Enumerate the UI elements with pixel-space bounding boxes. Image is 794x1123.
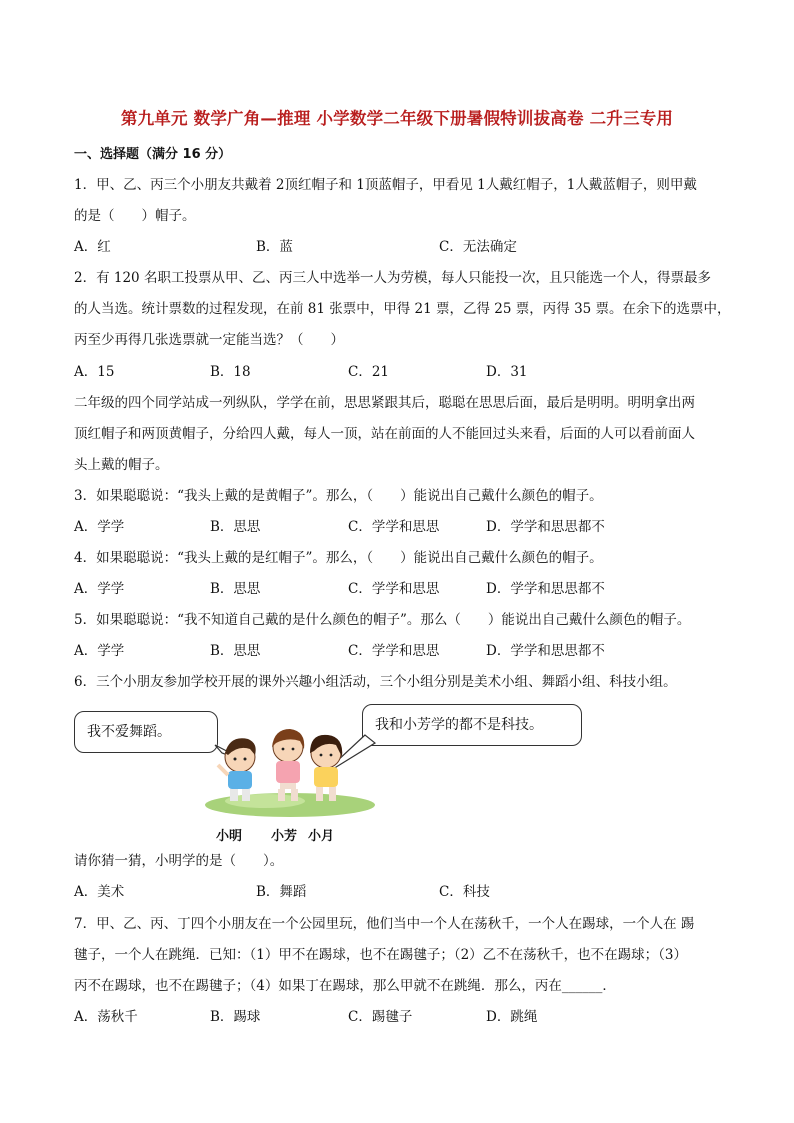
section-heading: 一、选择题（满分 16 分） bbox=[74, 147, 232, 162]
q6-option-c: C．科技 bbox=[439, 884, 490, 900]
question-2-line-3: 丙至少再得几张选票就一定能当选？（ ） bbox=[74, 332, 344, 348]
passage-line-2: 顶红帽子和两顶黄帽子，分给四人戴，每人一顶，站在前面的人不能回过头来看，后面的人可以看前面人 bbox=[74, 426, 695, 442]
q6-option-a: A．美术 bbox=[74, 884, 125, 900]
q2-option-c: C．21 bbox=[348, 364, 390, 380]
q1-option-b: B．蓝 bbox=[256, 239, 293, 255]
q3-option-d: D．学学和思思都不 bbox=[486, 519, 605, 535]
question-6-prompt: 请你猜一猜，小明学的是（ ）。 bbox=[74, 853, 284, 869]
question-7-line-1: 7．甲、乙、丙、丁四个小朋友在一个公园里玩，他们当中一个人在荡秋千，一个人在踢球，一个人在 踢 bbox=[74, 916, 695, 932]
speech-bubble-left: 我不爱舞蹈。 bbox=[74, 711, 218, 753]
q2-option-a: A．15 bbox=[74, 364, 115, 380]
question-2-line-2: 的人当选。统计票数的过程发现，在前 81 张票中，甲得 21 票，乙得 25 票，丙得 35 票。在余下的选票中， bbox=[74, 301, 731, 317]
q7-option-c: C．踢毽子 bbox=[348, 1009, 413, 1025]
q5-option-b: B．思思 bbox=[210, 643, 261, 659]
q4-option-a: A．学学 bbox=[74, 581, 125, 597]
q2-option-b: B．18 bbox=[210, 364, 251, 380]
children-illustration bbox=[170, 705, 430, 825]
speech-bubble-right: 我和小芳学的都不是科技。 bbox=[362, 704, 582, 746]
page-title: 第九单元 数学广角—推理 小学数学二年级下册暑假特训拔高卷 二升三专用 bbox=[120, 109, 674, 128]
q7-option-d: D．跳绳 bbox=[486, 1009, 538, 1025]
girl-figure-right bbox=[310, 735, 342, 801]
q4-option-d: D．学学和思思都不 bbox=[486, 581, 605, 597]
question-6: 6．三个小朋友参加学校开展的课外兴趣小组活动，三个小组分别是美术小组、舞蹈小组、科技小组。 bbox=[74, 674, 677, 690]
boy-figure bbox=[218, 738, 256, 801]
q3-option-a: A．学学 bbox=[74, 519, 125, 535]
name-label-xiaoyue: 小月 bbox=[308, 829, 335, 844]
q1-option-c: C．无法确定 bbox=[439, 239, 517, 255]
question-5: 5．如果聪聪说：“我不知道自己戴的是什么颜色的帽子”。那么（ ）能说出自己戴什么颜色的帽子。 bbox=[74, 612, 691, 628]
passage-line-3: 头上戴的帽子。 bbox=[74, 457, 169, 473]
question-2-line-1: 2．有 120 名职工投票从甲、乙、丙三人中选举一人为劳模，每人只能投一次，且只能选一个人，得票最多 bbox=[74, 270, 711, 286]
q3-option-b: B．思思 bbox=[210, 519, 261, 535]
q7-option-b: B．踢球 bbox=[210, 1009, 261, 1025]
girl-figure-middle bbox=[272, 729, 304, 801]
q3-option-c: C．学学和思思 bbox=[348, 519, 440, 535]
question-7-line-2: 毽子，一个人在跳绳．已知：（1）甲不在踢球，也不在踢毽子；（2）乙不在荡秋千，也不在踢球；（3） bbox=[74, 947, 688, 963]
q4-option-c: C．学学和思思 bbox=[348, 581, 440, 597]
q4-option-b: B．思思 bbox=[210, 581, 261, 597]
name-label-xiaofang: 小芳 bbox=[271, 829, 298, 844]
name-label-xiaoming: 小明 bbox=[216, 829, 243, 844]
q2-option-d: D．31 bbox=[486, 364, 528, 380]
question-3: 3．如果聪聪说：“我头上戴的是黄帽子”。那么，（ ）能说出自己戴什么颜色的帽子。 bbox=[74, 488, 603, 504]
q7-option-a: A．荡秋千 bbox=[74, 1009, 138, 1025]
question-1-line-2: 的是（ ）帽子。 bbox=[74, 208, 196, 224]
q6-option-b: B．舞蹈 bbox=[256, 884, 307, 900]
q5-option-a: A．学学 bbox=[74, 643, 125, 659]
question-4: 4．如果聪聪说：“我头上戴的是红帽子”。那么，（ ）能说出自己戴什么颜色的帽子。 bbox=[74, 550, 603, 566]
q1-option-a: A．红 bbox=[74, 239, 111, 255]
q5-option-c: C．学学和思思 bbox=[348, 643, 440, 659]
question-1-line-1: 1．甲、乙、丙三个小朋友共戴着 2顶红帽子和 1顶蓝帽子，甲看见 1人戴红帽子，1人戴蓝帽子，则甲戴 bbox=[74, 177, 697, 193]
q5-option-d: D．学学和思思都不 bbox=[486, 643, 605, 659]
question-7-line-3: 丙不在踢球，也不在踢毽子；（4）如果丁在踢球，那么甲就不在跳绳．那么，丙在______． bbox=[74, 978, 616, 994]
passage-line-1: 二年级的四个同学站成一列纵队，学学在前，思思紧跟其后，聪聪在思思后面，最后是明明。明明拿出两 bbox=[74, 395, 695, 411]
